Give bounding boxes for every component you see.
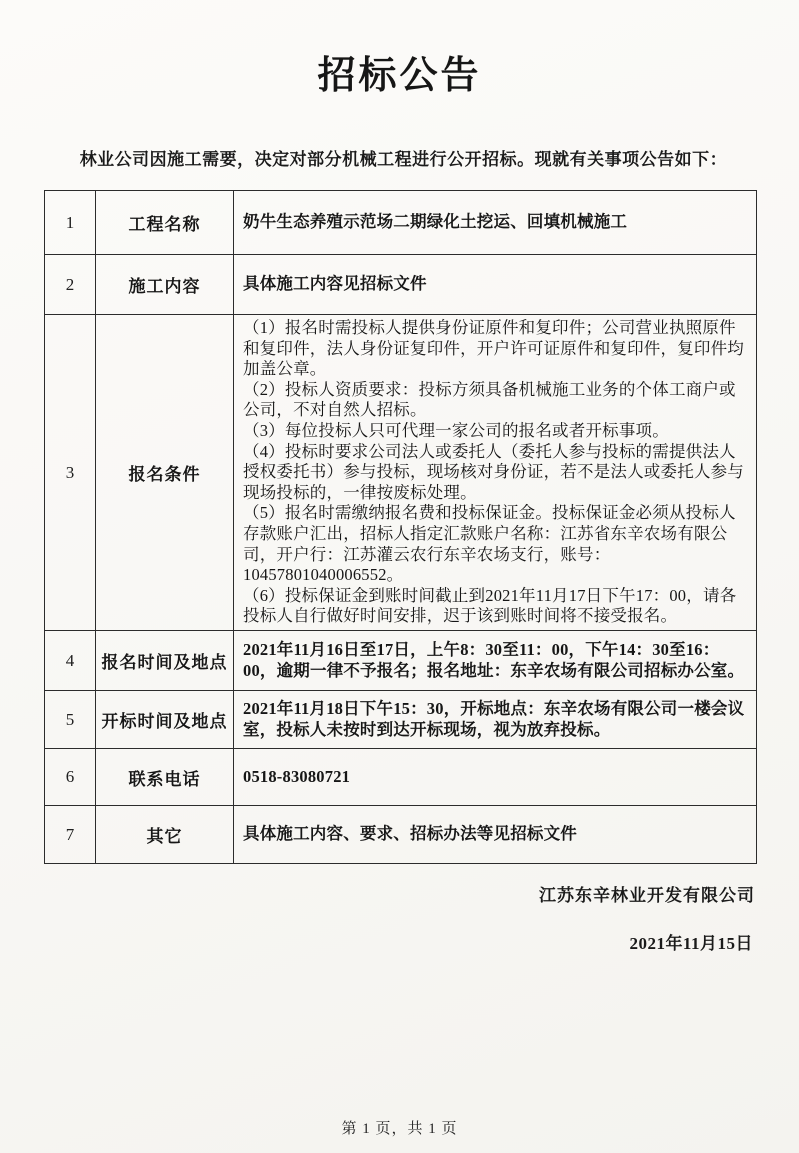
- row-label: 开标时间及地点: [96, 691, 234, 749]
- table-row-other: [45, 806, 757, 864]
- row-number: 5: [45, 691, 96, 749]
- clause-6: （6）投标保证金到账时间截止到2021年11月17日下午17：00，请各投标人自行做好时间安排，迟于该到账时间将不接受报名。: [243, 585, 737, 626]
- table-row-contact-phone: [45, 749, 757, 806]
- content-text: 具体施工内容、要求、招标办法等见招标文件: [243, 824, 577, 844]
- row-number: 7: [45, 806, 96, 864]
- row-label: 报名时间及地点: [96, 631, 234, 691]
- clause-1: （1）报名时需投标人提供身份证原件和复印件；公司营业执照原件和复印件，法人身份证复印件，开户许可证原件和复印件，复印件均加盖公章。: [243, 318, 744, 379]
- content-text: 具体施工内容见招标文件: [243, 274, 427, 294]
- row-number: 3: [45, 315, 96, 631]
- table-row-project-name: [45, 191, 757, 255]
- table-row-registration-conditions: [45, 315, 757, 631]
- page-title: 招标公告: [317, 55, 482, 97]
- page-footer: 第 1 页，共 1 页: [341, 1121, 458, 1137]
- intro-paragraph: 林业公司因施工需要，决定对部分机械工程进行公开招标。现就有关事项公告如下：: [79, 150, 728, 169]
- row-content: [234, 315, 757, 631]
- content-text: 2021年11月16日至17日，上午8：30至11：00，下午14：30至16：00，逾期一律不予报名；报名地址：东辛农场有限公司招标办公室。: [243, 639, 745, 680]
- clause-5: （5）报名时需缴纳报名费和投标保证金。投标保证金必须从投标人存款账户汇出，招标人指定汇款账户名称：江苏省东辛农场有限公司，开户行：江苏灌云农行东辛农场支行，账号：10457801040006552。: [243, 503, 736, 585]
- row-label: 施工内容: [96, 255, 234, 315]
- row-content: [234, 691, 757, 749]
- row-number: 1: [45, 191, 96, 255]
- phone-number-text: 0518-83080721: [243, 766, 351, 786]
- row-number: 6: [45, 749, 96, 806]
- clause-3: （3）每位投标人只可代理一家公司的报名或者开标事项。: [243, 421, 669, 441]
- row-content: [234, 806, 757, 864]
- clause-2: （2）投标人资质要求：投标方须具备机械施工业务的个体工商户或公司，不对自然人招标。: [243, 379, 736, 420]
- clause-4: （4）投标时要求公司法人或委托人（委托人参与投标的需提供法人授权委托书）参与投标，现场核对身份证，若不是法人或委托人参与现场投标的，一律按废标处理。: [243, 441, 744, 502]
- row-content: [234, 749, 757, 806]
- row-content: [234, 255, 757, 315]
- row-label: 工程名称: [96, 191, 234, 255]
- signature-company: 江苏东辛林业开发有限公司: [539, 886, 755, 905]
- tender-table: [44, 190, 757, 864]
- row-label: 其它: [96, 806, 234, 864]
- table-row-registration-time-place: [45, 631, 757, 691]
- table-row-bid-opening-time-place: [45, 691, 757, 749]
- content-text: 奶牛生态养殖示范场二期绿化土挖运、回填机械施工: [243, 212, 628, 232]
- table-row-construction-content: [45, 255, 757, 315]
- row-content: [234, 191, 757, 255]
- row-label: 报名条件: [96, 315, 234, 631]
- tender-table-body: [45, 191, 757, 864]
- row-label: 联系电话: [96, 749, 234, 806]
- row-number: 2: [45, 255, 96, 315]
- row-content: [234, 631, 757, 691]
- signature-date: 2021年11月15日: [629, 934, 753, 953]
- content-text: 2021年11月18日下午15：30，开标地点：东辛农场有限公司一楼会议室，投标人未按时到达开标现场，视为放弃投标。: [243, 698, 745, 739]
- row-number: 4: [45, 631, 96, 691]
